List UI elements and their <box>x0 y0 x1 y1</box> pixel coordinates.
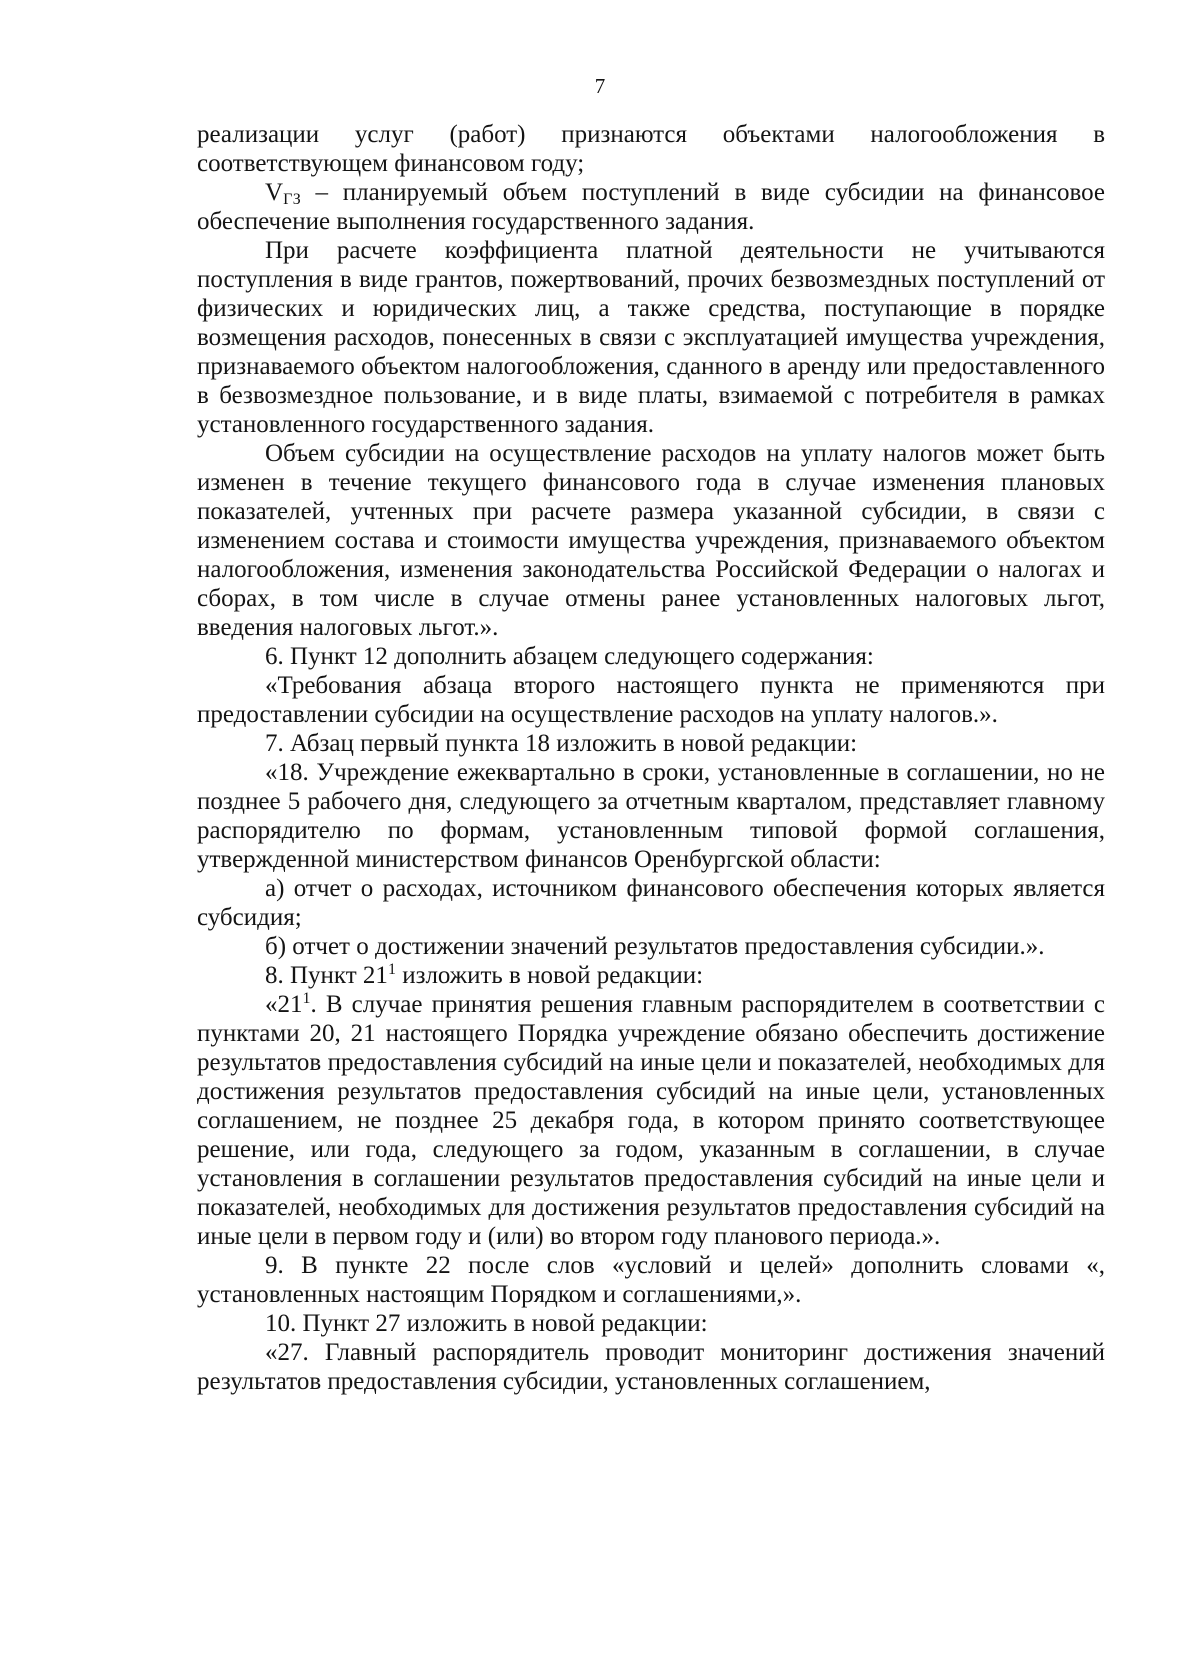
paragraph: 10. Пункт 27 изложить в новой редакции: <box>265 1310 708 1337</box>
paragraph-text: . В случае принятия решения главным распорядителем в соответствии с пунктами 20, 21 настоящего Порядка учреждение обязано обеспечить достижение результатов предоставления субсидий на иные цели и показателей, необходимых для достижения результатов предоставления субсидий на иные цели, установленных соглашением, не позднее 25 декабря года, в котором принято соответствующее решение, или года, следующего за годом, указанным в соглашении, в случае установления в соглашении результатов предоставления субсидий на иные цели и показателей, необходимых для достижения результатов предоставления субсидий на иные цели в первом году и (или) во втором году планового периода.». <box>197 991 1105 1250</box>
paragraph: 7. Абзац первый пункта 18 изложить в новой редакции: <box>265 730 858 757</box>
document-body <box>197 120 1105 1396</box>
superscript: 1 <box>387 961 396 978</box>
paragraph: Объем субсидии на осуществление расходов на уплату налогов может быть изменен в течение текущего финансового года в случае изменения плановых показателей, учтенных при расчете размера указанной субсидии, в связи с изменением состава и стоимости имущества учреждения, признаваемого объектом налогообложения, изменения законодательства Российской Федерации о налогах и сборах, в том числе в случае отмены ранее установленных налоговых льгот, введения налоговых льгот.». <box>197 440 1105 641</box>
paragraph-item-8 <box>197 961 1105 990</box>
paragraph: «Требования абзаца второго настоящего пункта не применяются при предоставлении субсидии на осуществление расходов на уплату налогов.». <box>197 672 1105 728</box>
paragraph: а) отчет о расходах, источником финансового обеспечения которых является субсидия; <box>197 875 1105 931</box>
paragraph-vgz-definition <box>197 178 1105 236</box>
variable-symbol: V <box>265 179 284 206</box>
paragraph: реализации услуг (работ) признаются объектами налогообложения в соответствующем финансовом году; <box>197 121 1105 177</box>
paragraph: 9. В пункте 22 после слов «условий и целей» дополнить словами «, установленных настоящим Порядком и соглашениями,». <box>197 1252 1105 1308</box>
paragraph: «18. Учреждение ежеквартально в сроки, установленные в соглашении, но не позднее 5 рабочего дня, следующего за отчетным кварталом, представляет главному распорядителю по формам, установленным типовой формой соглашения, утвержденной министерством финансов Оренбургской области: <box>197 759 1105 873</box>
paragraph: При расчете коэффициента платной деятельности не учитываются поступления в виде грантов, пожертвований, прочих безвозмездных поступлений от физических и юридических лиц, а также средства, поступающие в порядке возмещения расходов, понесенных в связи с эксплуатацией имущества учреждения, признаваемого объектом налогообложения, сданного в аренду или предоставленного в безвозмездное пользование, и в виде платы, взимаемой с потребителя в рамках установленного государственного задания. <box>197 237 1105 438</box>
superscript: 1 <box>302 990 311 1007</box>
page-number: 7 <box>594 74 606 98</box>
paragraph: «27. Главный распорядитель проводит мониторинг достижения значений результатов предоставления субсидии, установленных соглашением, <box>197 1339 1105 1395</box>
paragraph-item-21-1 <box>197 990 1105 1251</box>
paragraph-prefix: «21 <box>265 991 303 1018</box>
variable-subscript: ГЗ <box>283 191 301 208</box>
paragraph-prefix: 8. Пункт 21 <box>265 962 388 989</box>
paragraph-text: изложить в новой редакции: <box>395 962 704 989</box>
paragraph-text: – планируемый объем поступлений в виде субсидии на финансовое обеспечение выполнения государственного задания. <box>197 179 1105 235</box>
paragraph: 6. Пункт 12 дополнить абзацем следующего содержания: <box>265 643 874 670</box>
paragraph: б) отчет о достижении значений результатов предоставления субсидии.». <box>265 933 1045 960</box>
